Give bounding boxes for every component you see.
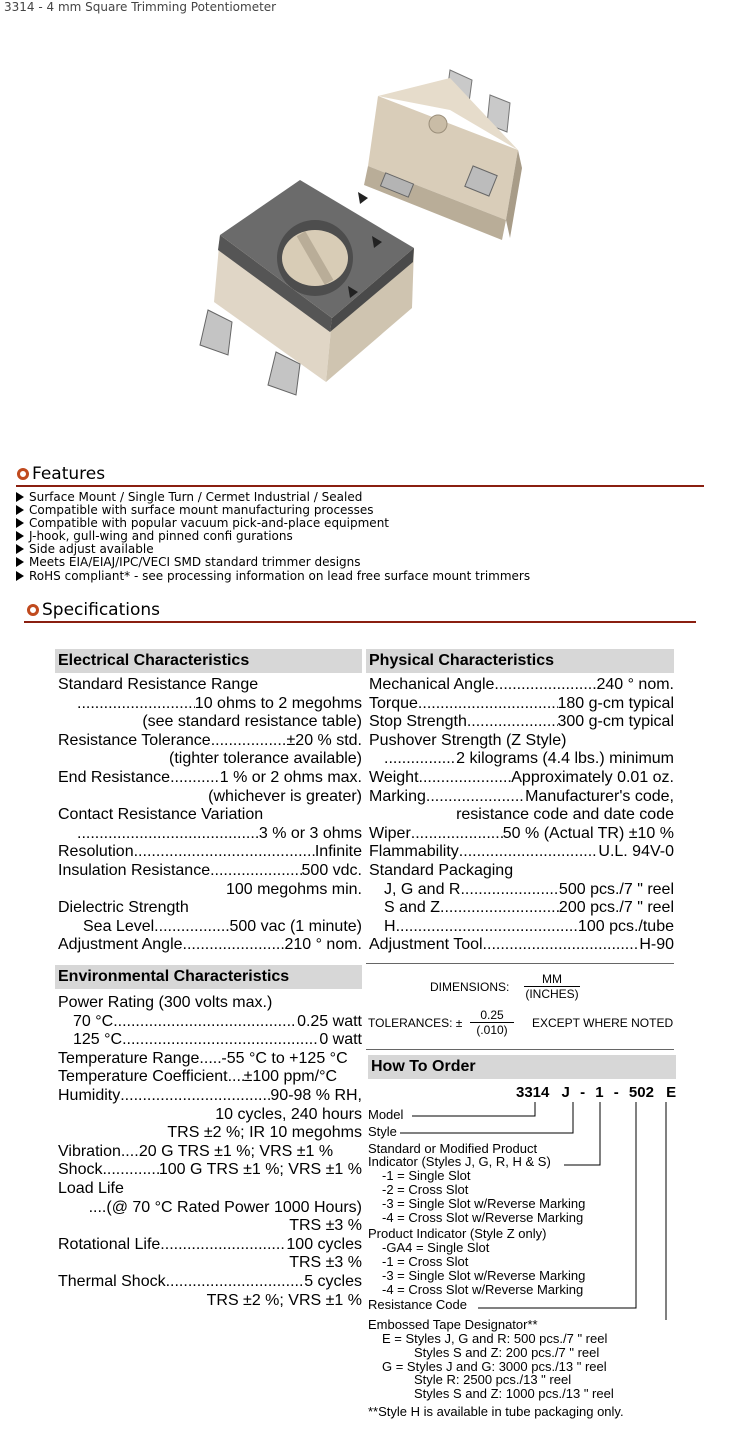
environmental-header: Environmental Characteristics [55,965,362,989]
legend-s4: -4 = Cross Slot w/Reverse Marking [382,1209,584,1225]
legend-s2: -2 = Cross Slot [382,1181,469,1197]
code-dash: - [580,1084,586,1101]
electrical-header: Electrical Characteristics [55,649,362,673]
how-to-order-header: How To Order [368,1055,676,1079]
spec-row: Stop Strength ..... 300 g-cm typical [366,713,674,732]
tolerance-numerator: 0.25 [480,1008,504,1022]
spec-row: Wiper ..... 50 % (Actual TR) ±10 % [366,825,674,844]
spec-row: Flammability ..... U.L. 94V-0 [366,843,674,862]
mm-label: MM [542,972,562,986]
legend-z2: -1 = Cross Slot [382,1253,469,1269]
trimmer-beige-image [364,70,522,240]
legend-z3: -3 = Single Slot w/Reverse Marking [382,1267,586,1283]
code-resistance: 502 [628,1084,654,1101]
legend-g2: Style R: 2500 pcs./13 " reel [414,1372,572,1388]
legend-z4: -4 = Cross Slot w/Reverse Marking [382,1281,584,1297]
spec-row: Temperature Coefficient ..... ±100 ppm/°C [55,1068,362,1087]
spec-note: (tighter tolerance available) [169,750,362,768]
triangle-bullet-icon [16,571,24,581]
physical-characteristics [366,649,674,955]
spec-row: Rotational Life ..... 100 cycles [55,1236,362,1255]
legend-etd: Embossed Tape Designator** [368,1317,538,1333]
legend-pz: Product Indicator (Style Z only) [368,1226,547,1242]
spec-row: Adjustment Tool ..... H-90 [366,936,674,955]
spec-note: (see standard resistance table) [142,713,362,731]
triangle-bullet-icon [16,505,24,515]
product-photo [150,40,580,450]
environmental-characteristics [55,965,362,1310]
spec-row: Thermal Shock ..... 5 cycles [55,1273,362,1292]
features-list [16,491,530,583]
spec-row: H ..... 100 pcs./tube [366,918,674,937]
section-bullet-icon [27,604,39,616]
specifications-rule [24,621,696,623]
list-item: J-hook, gull-wing and pinned confi gurations [16,530,530,543]
list-item: Compatible with surface mount manufacturing processes [16,504,530,517]
code-indicator: 1 [595,1084,604,1101]
triangle-bullet-icon [16,557,24,567]
spec-label: Dielectric Strength [58,899,189,917]
triangle-bullet-icon [16,492,24,502]
physical-header: Physical Characteristics [366,649,674,673]
spec-row: End Resistance ..... 1 % or 2 ohms max. [55,769,362,788]
code-tape: E [666,1084,677,1101]
legend-s1: -1 = Single Slot [382,1168,471,1184]
legend-style: Style [368,1123,397,1139]
spec-row: Mechanical Angle ..... 240 ° nom. [366,676,674,695]
except-label: EXCEPT WHERE NOTED [532,1016,674,1030]
spec-row: Weight ..... Approximately 0.01 oz. [366,769,674,788]
list-item: Side adjust available [16,543,530,556]
spec-label: Power Rating (300 volts max.) [58,994,273,1011]
legend-s3: -3 = Single Slot w/Reverse Marking [382,1195,586,1211]
trimmer-grey-image [200,180,414,395]
spec-row: Torque ..... 180 g-cm typical [366,695,674,714]
code-dash: - [613,1084,619,1101]
spec-row: Temperature Range ..... -55 °C to +125 °C [55,1050,362,1069]
spec-row: Marking ..... Manufacturer's code, [366,788,674,807]
features-rule [16,485,704,487]
legend-g3: Styles S and Z: 1000 pcs./13 " reel [414,1386,614,1402]
spec-label: Contact Resistance Variation [58,806,264,824]
spec-note: (whichever is greater) [208,787,362,805]
list-item: Surface Mount / Single Turn / Cermet Industrial / Sealed [16,491,530,504]
list-item: Compatible with popular vacuum pick-and-place equipment [16,517,530,530]
spec-row: Humidity ..... 90-98 % RH, [55,1087,362,1106]
divider [366,1049,674,1050]
order-code [516,1084,676,1101]
spec-row: S and Z ..... 200 pcs./7 " reel [366,899,674,918]
legend-smp1: Standard or Modified Product [368,1140,538,1156]
spec-note: 100 megohms min. [225,880,362,898]
spec-note: TRS ±3 % [289,1254,362,1272]
tolerance-denominator: (.010) [470,1022,514,1037]
spec-label: Load Life [58,1179,124,1197]
spec-row: Resolution ..... Infinite [55,843,362,862]
list-item: RoHS compliant* - see processing information on lead free surface mount trimmers [16,570,530,583]
spec-row: Shock ..... 100 G TRS ±1 %; VRS ±1 % [55,1161,362,1180]
spec-row: Resistance Tolerance ..... ±20 % std. [55,732,362,751]
legend-footnote: **Style H is available in tube packaging only. [368,1403,624,1419]
code-model: 3314 [516,1084,550,1101]
spec-note: TRS ±3 % [289,1217,362,1235]
legend-smp2: Indicator (Styles J, G, R, H & S) [368,1154,551,1170]
legend-model: Model [368,1107,404,1122]
spec-row: Sea Level ..... 500 vac (1 minute) [55,918,362,937]
order-legend [368,1108,624,1419]
inches-label: (INCHES) [525,987,579,1001]
spec-row: ..... 10 ohms to 2 megohms [55,695,362,714]
dimensions-label: DIMENSIONS: [430,980,510,994]
legend-z1: -GA4 = Single Slot [382,1240,490,1256]
spec-label: Standard Resistance Range [58,676,259,693]
spec-row: 125 °C ..... 0 watt [55,1031,362,1050]
spec-note: 10 cycles, 240 hours [215,1105,362,1123]
code-style: J [561,1084,570,1101]
page-title: 3314 - 4 mm Square Trimming Potentiometer [4,0,277,14]
spec-note: TRS ±2 %; VRS ±1 % [206,1291,362,1309]
features-heading: Features [17,464,105,484]
triangle-bullet-icon [16,544,24,554]
list-item: Meets EIA/EIAJ/IPC/VECI SMD standard trimmer designs [16,556,530,569]
spec-note: resistance code and date code [456,806,674,824]
legend-g1: G = Styles J and G: 3000 pcs./13 " reel [382,1358,607,1374]
spec-row: Insulation Resistance ..... 500 vdc. [55,862,362,881]
tolerance-fraction [470,1008,514,1037]
tolerances-label: TOLERANCES: ± [368,1016,463,1030]
dimensions-fraction [524,972,580,1001]
section-bullet-icon [17,468,29,480]
spec-note: ....(@ 70 °C Rated Power 1000 Hours) [88,1198,362,1216]
legend-e1: E = Styles J, G and R: 500 pcs./7 " reel [382,1330,608,1346]
spec-row: ..... 3 % or 3 ohms [55,825,362,844]
spec-label: Pushover Strength (Z Style) [369,731,567,749]
spec-row: Vibration ..... 20 G TRS ±1 %; VRS ±1 % [55,1143,362,1162]
dimensions-legend [366,968,674,1048]
triangle-bullet-icon [16,531,24,541]
spec-note: TRS ±2 %; IR 10 megohms [167,1124,362,1142]
spec-row: 70 °C ..... 0.25 watt [55,1013,362,1032]
legend-e2: Styles S and Z: 200 pcs./7 " reel [414,1344,600,1360]
spec-row: Adjustment Angle ..... 210 ° nom. [55,936,362,955]
spec-label: Standard Packaging [369,861,514,879]
spec-row: ..... 2 kilograms (4.4 lbs.) minimum [366,750,674,769]
divider [366,963,674,964]
legend-rc: Resistance Code [368,1297,467,1313]
spec-row: J, G and R ..... 500 pcs./7 " reel [366,881,674,900]
triangle-bullet-icon [16,518,24,528]
electrical-characteristics [55,649,362,955]
specifications-heading: Specifications [27,600,160,620]
